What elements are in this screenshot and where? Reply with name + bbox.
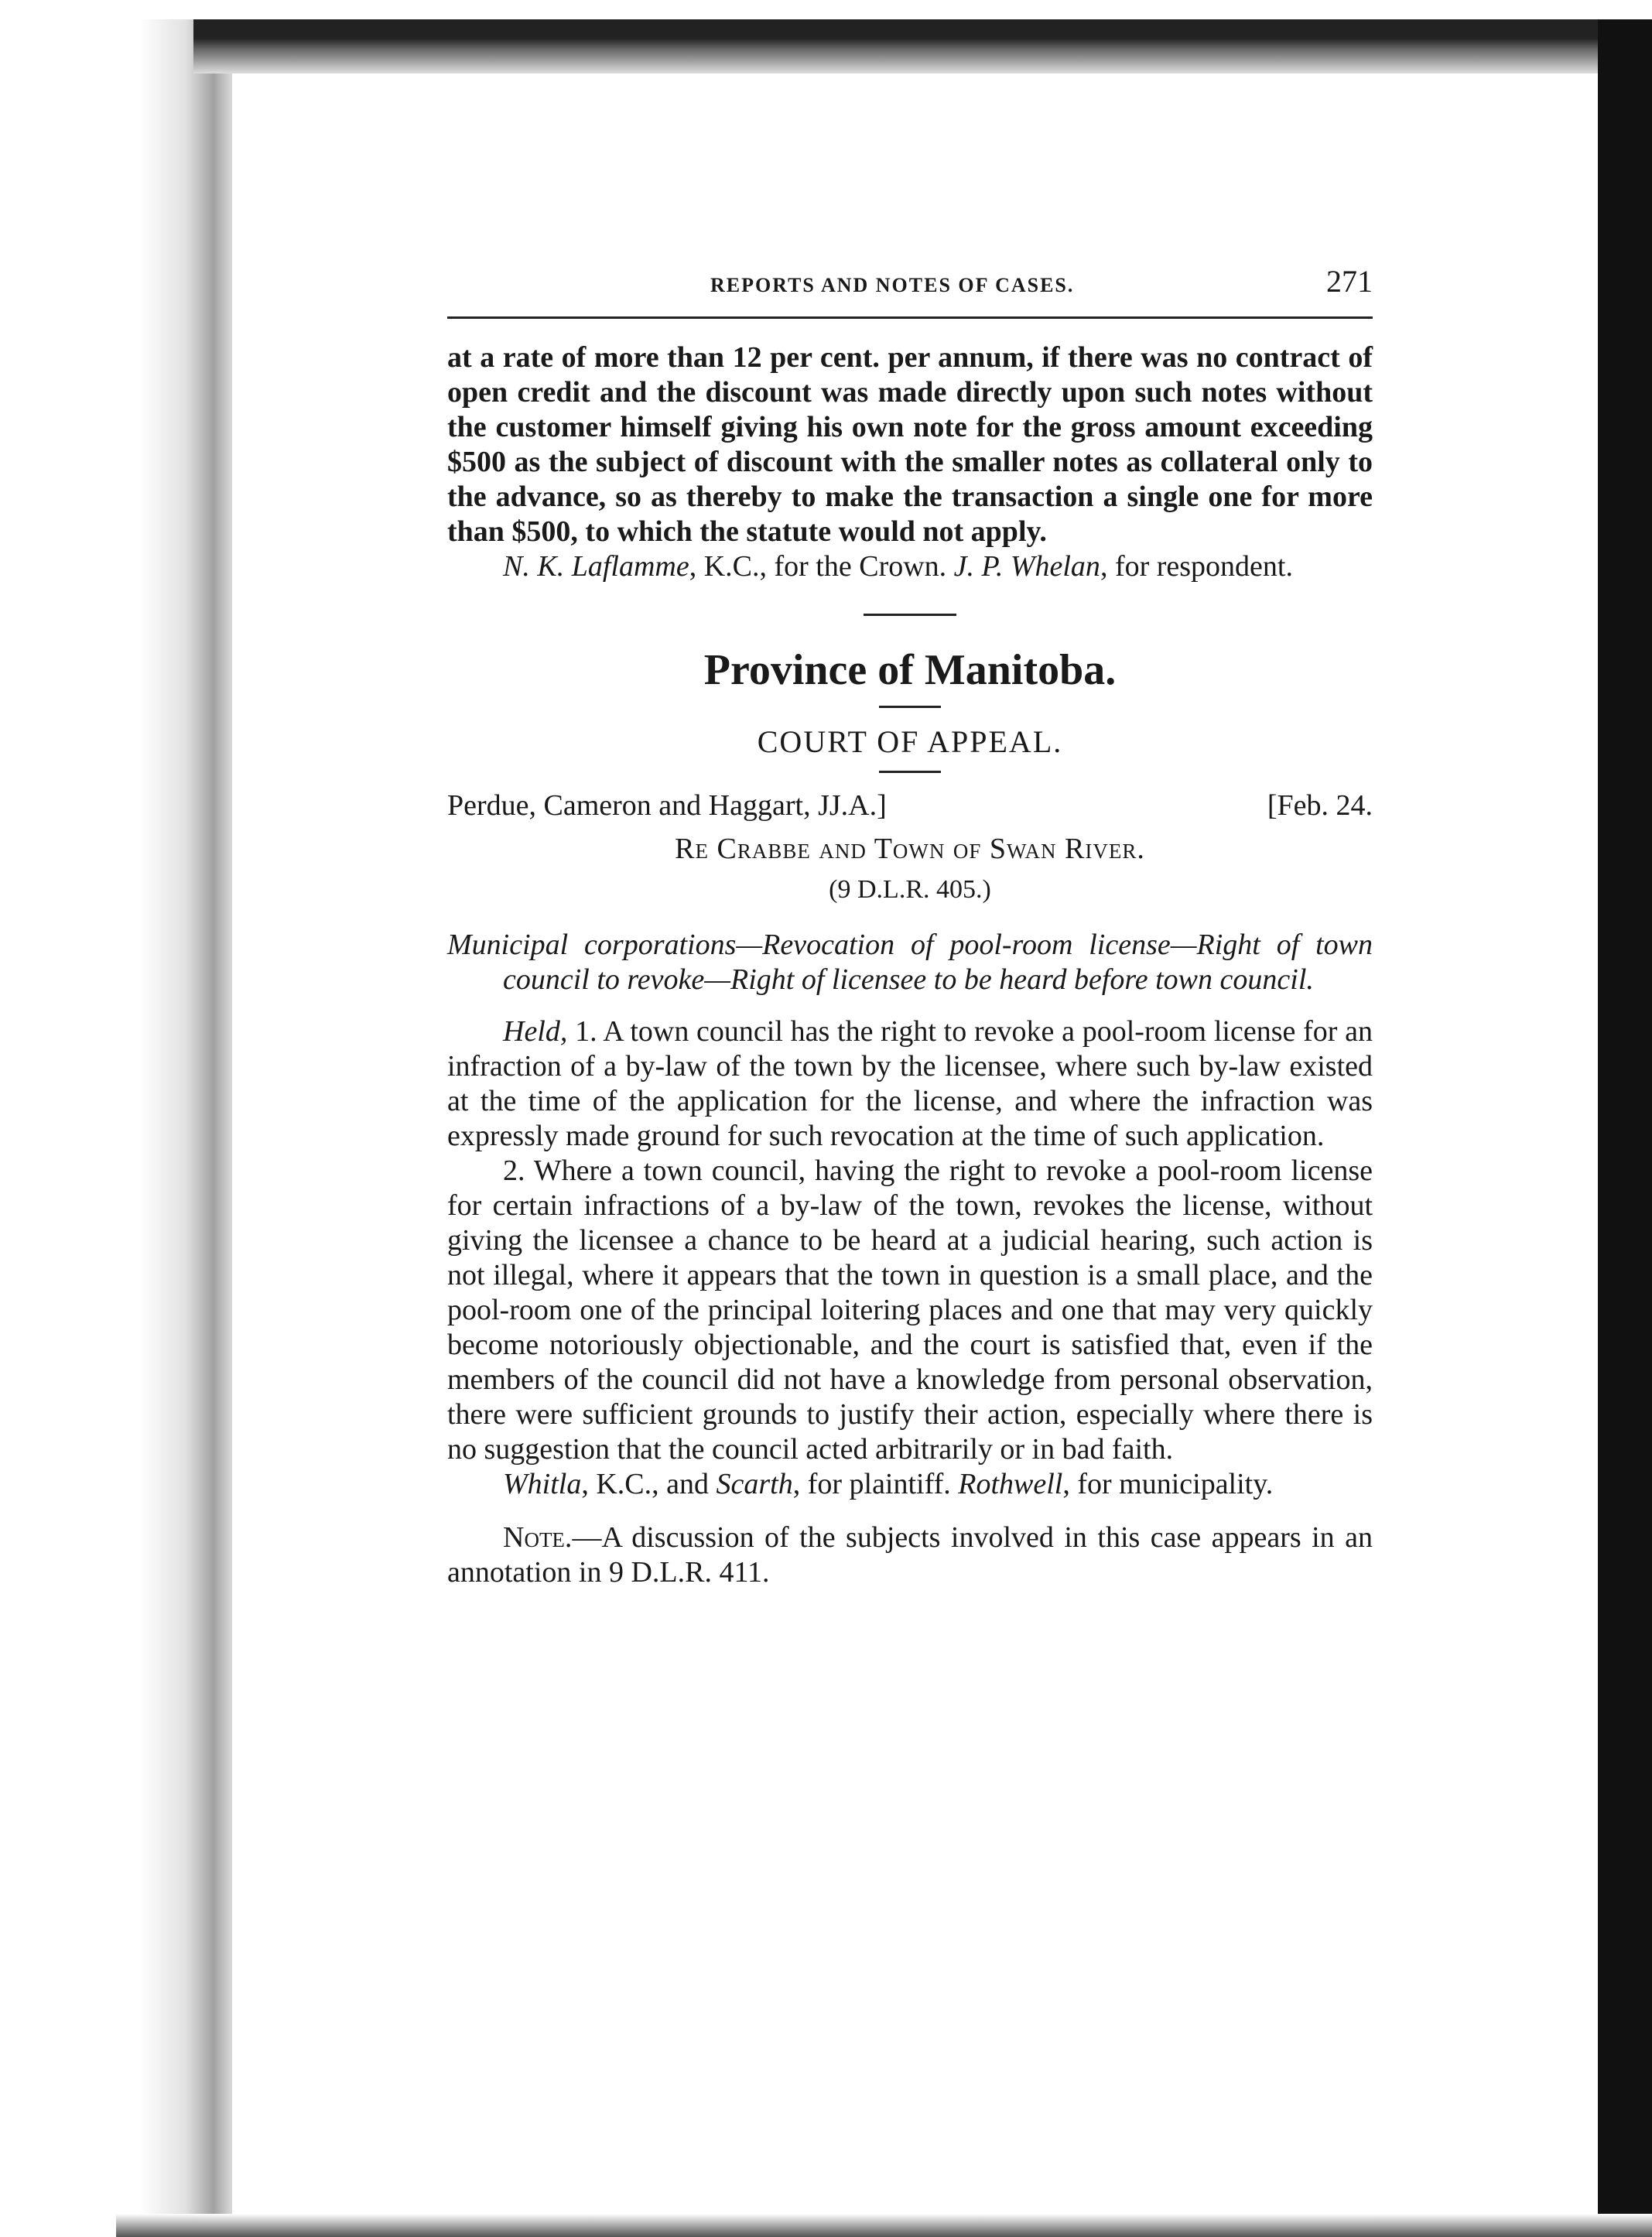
case-name [447,832,1373,866]
held-label: Held, [503,1015,568,1048]
counsel-line-1 [447,549,1373,584]
held-point-2: 2. Where a town council, having the right to revoke a pool-room license for certain infractions of a by-law of the town, revokes the license, without giving the licensee a chance to be heard at a judicial hearing, such action is not illegal, where it appears that the town in question is a small place, and the pool-room one of the principal loitering places and one that may very quickly become notoriously objectionable, and the court is satisfied that, even if the members of the council did not have a knowledge from personal observation, there were sufficient grounds to justify their action, especially where there is no suggestion that the council acted arbitrarily or in bad faith. [447,1154,1373,1466]
page-content [447,263,1373,1590]
scan-right-edge [1598,19,1652,2237]
scan-bottom-edge [116,2214,1652,2237]
case-party-1: Crabbe [717,833,811,865]
court-rule [879,771,941,773]
decision-date: [Feb. 24. [1267,789,1373,822]
page-number: 271 [1326,264,1373,299]
counsel-text-1: , K.C., for the Crown. [689,550,954,583]
headnote: Municipal corporations—Revocation of pool-room license—Right of town council to revoke—Right of licensee to be heard before town council. [447,929,1373,996]
counsel-name-laflamme: N. K. Laflamme [503,550,689,583]
continuation-paragraph: at a rate of more than 12 per cent. per annum, if there was no contract of open credit and the discount was made directly upon such notes without the customer himself giving his own note for the gross amount exceeding $500 as the subject of discount with the smaller notes as collateral only to the advance, so as thereby to make the transaction a single one for more than $500, to which the statute would not apply. [447,341,1373,548]
court-heading: COURT OF APPEAL. [757,724,1063,759]
counsel-text-2: , for respondent. [1100,550,1293,583]
scan-left-edge [0,19,232,2237]
scan-top-edge [193,19,1652,74]
judges-row [447,788,1373,823]
page-header [710,263,1373,299]
counsel-name-rothwell: Rothwell [958,1468,1063,1500]
case-and: and [819,833,867,865]
note-label: Note. [503,1521,573,1554]
note-text: —A discussion of the subjects involved in this case appears in an annotation in 9 D.L.R. 411. [447,1521,1373,1589]
province-heading: Province of Manitoba. [703,646,1117,694]
counsel-name-whitla: Whitla [503,1468,582,1500]
counsel-text-5: , for municipality. [1062,1468,1274,1500]
section-divider [864,614,956,616]
counsel-text-3: , K.C., and [581,1468,717,1500]
header-rule [447,316,1373,319]
counsel-name-whelan: J. P. Whelan [953,550,1100,583]
counsel-text-4: , for plaintiff. [792,1468,959,1500]
case-citation: (9 D.L.R. 405.) [829,875,991,904]
held-point-1-text: 1. A town council has the right to revoke a pool-room license for an infraction of a by-law of the town by the licensee, where such by-law existed at the time of the application for the license, and where the infraction was expressly made ground for such revocation at the time of such application. [447,1015,1373,1152]
note-paragraph [447,1520,1373,1590]
counsel-name-scarth: Scarth [716,1468,793,1500]
province-rule [879,706,941,708]
held-point-1 [447,1014,1373,1154]
judges: Perdue, Cameron and Haggart, JJ.A.] [447,789,887,822]
case-re: Re [675,833,709,865]
running-head: REPORTS AND NOTES OF CASES. [710,274,1075,296]
case-party-2: Town of Swan River. [874,833,1145,865]
counsel-line-2 [447,1467,1373,1502]
